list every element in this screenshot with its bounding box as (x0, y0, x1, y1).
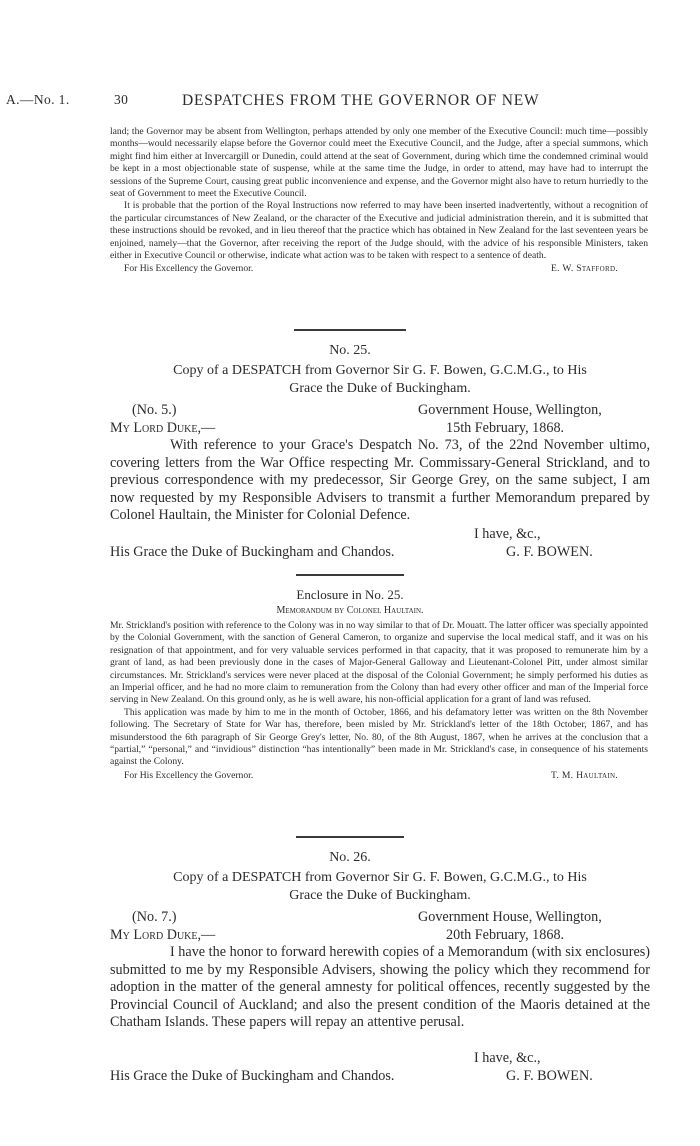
enclosure-text (110, 620, 648, 782)
heading-line: Copy of a DESPATCH from Governor Sir G. F. Bowen, G.C.M.G., to His (173, 363, 587, 378)
salutation: My Lord Duke,— (110, 927, 216, 943)
signature: T. M. Haultain. (551, 769, 618, 781)
address: Government House, Wellington, (418, 909, 602, 925)
memorandum-title: Memorandum by Colonel Haultain. (276, 605, 424, 616)
signature: E. W. Stafford. (550, 263, 618, 275)
closing: I have, &c., (474, 1050, 541, 1066)
signature: G. F. BOWEN. (506, 1068, 593, 1084)
running-title: DESPATCHES FROM THE GOVERNOR OF NEW (182, 92, 540, 109)
page-number: 30 (114, 92, 129, 107)
section-divider (296, 574, 404, 576)
despatch-ref-no: (No. 5.) (132, 402, 177, 418)
paragraph: It is probable that the portion of the Royal Instructions now referred to may have been inserted inadvertently, without a recognition of the particular circumstances of New Zealand, or the character of the Executive and judicial administration therein, and it is submitted that these instructions should be revoked, and in lieu thereof that the practice which has obtained in New Zealand for the last seventeen years be enjoined, namely—that the Governor, after receiving the report of the Judge should, with the advice of his responsible Ministers, taken either in Executive Council or otherwise, indicate what action was to be taken with respect to a sentence of death. (110, 200, 648, 262)
paragraph: With reference to your Grace's Despatch No. 73, of the 22nd November ultimo, covering letters from the War Office respecting Mr. Commissary-General Strickland, and to previous correspondence with my predecessor, Sir George Grey, on the same subject, I am now requested by my Responsible Advisers to transmit a further Memorandum prepared by Colonel Haultain, the Minister for Colonial Defence. (110, 437, 650, 524)
paragraph: land; the Governor may be absent from Wellington, perhaps attended by only one member of the Executive Council: much time—possibly months—would necessarily elapse before the Governor could meet the Executive Council, and the Judge, after a special summons, which might find him either at Invercargill or Dunedin, could attend at the seat of Government, during which time the condemned criminal would be kept in a most objectionable state of suspense, while at the same time the Judge, in order to attend, may have had to interrupt the sessions of the Supreme Court, causing great public inconvenience and expense, and the Governor might also have to return hurriedly to the seat of Government to meet the Executive Council. (110, 126, 648, 200)
despatch-heading (110, 362, 650, 398)
section-divider (296, 836, 404, 838)
date: 20th February, 1868. (446, 927, 565, 943)
heading-line: Grace the Duke of Buckingham. (289, 381, 471, 396)
paragraph: Mr. Strickland's position with reference to the Colony was in no way similar to that of Dr. Mouatt. The latter officer was specially appointed by the Colonial Government, with the sanction of General Cameron, to organize and supervise the local medical staff, and it was on his resignation of that appointment, and for very valuable services performed in that capacity, that it was proposed to remunerate him by a grant of land, as had been previously done in the cases of Major-General Galloway and Lieutenant-Colonel Pitt, under almost similar circumstances. Mr. Strickland's services were never placed at the disposal of the Colonial Government; he simply performed his duties as an Imperial officer, and he had no more claim to remuneration from the Colony than had every other officer and man of the Imperial force serving in New Zealand. On this ground only, as he is well aware, his non-official application for a grant of land was refused. (110, 620, 648, 706)
paragraph: This application was made by him to me in the month of October, 1866, and his defamatory letter was written on the 8th November following. The Secretary of State for War has, therefore, been misled by Mr. Strickland's letter of the 18th October, 1867, and has misunderstood the 6th paragraph of Sir George Grey's letter, No. 80, of the 8th August, 1867, when he arrives at the conclusion that a “partial,” “personal,” and “invidious” distinction “has intentionally” been made in Mr. Strickland's case, in consequence of his statements against the Colony. (110, 706, 648, 768)
despatch-heading (110, 869, 650, 905)
despatch-ref-no: (No. 7.) (132, 909, 177, 925)
recipient: His Grace the Duke of Buckingham and Chandos. (110, 1068, 395, 1084)
signature-line (110, 262, 648, 275)
heading-line: Grace the Duke of Buckingham. (289, 888, 471, 903)
signature: G. F. BOWEN. (506, 544, 593, 560)
despatch-body (110, 437, 650, 525)
addressee: For His Excellency the Governor. (124, 769, 254, 781)
despatch-number: No. 26. (329, 850, 371, 865)
addressee: For His Excellency the Governor. (124, 263, 254, 275)
section-divider (294, 329, 406, 331)
enclosure-title: Enclosure in No. 25. (296, 587, 404, 602)
address: Government House, Wellington, (418, 402, 602, 418)
despatch-body (110, 944, 650, 1032)
salutation: My Lord Duke,— (110, 420, 216, 436)
heading-line: Copy of a DESPATCH from Governor Sir G. F. Bowen, G.C.M.G., to His (173, 870, 587, 885)
paragraph: I have the honor to forward herewith copies of a Memorandum (with six enclosures) submitted to me by my Responsible Advisers, showing the policy which they recommend for adoption in the matter of the general amnesty for political offences, recently suggested by the Provincial Council of Auckland; and also the present condition of the Maoris detained at the Chatham Islands. These papers will repay an attentive perusal. (110, 944, 650, 1031)
despatch-number: No. 25. (329, 343, 371, 358)
recipient: His Grace the Duke of Buckingham and Chandos. (110, 544, 395, 560)
signature-line (110, 769, 648, 782)
document-reference: A.—No. 1. (6, 92, 70, 107)
page-header (6, 92, 696, 112)
continuation-text (110, 126, 648, 275)
closing: I have, &c., (474, 526, 541, 542)
date: 15th February, 1868. (446, 420, 565, 436)
